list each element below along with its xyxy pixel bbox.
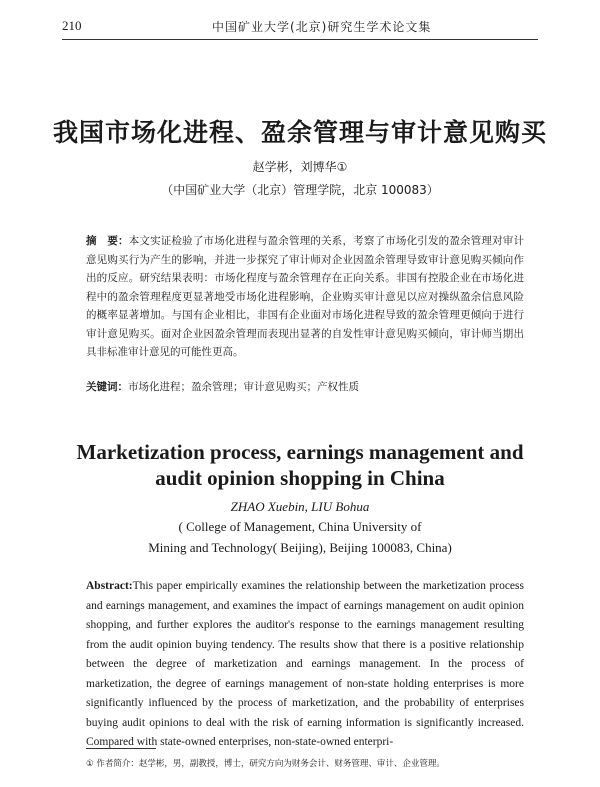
chinese-title: 我国市场化进程、盈余管理与审计意见购买: [52, 118, 547, 147]
chinese-abstract-label: 摘 要：: [86, 235, 129, 247]
english-affiliation-line-2: Mining and Technology( Beijing), Beijing 100083, China): [148, 540, 452, 555]
english-authors: ZHAO Xuebin, LIU Bohua: [230, 499, 370, 514]
english-title-line-1: Marketization process, earnings management and: [76, 440, 524, 464]
running-title: 中国矿业大学(北京)研究生学术论文集: [212, 20, 432, 34]
english-abstract-label: Abstract:: [86, 580, 133, 592]
english-title-line-2: audit opinion shopping in China: [155, 466, 445, 490]
running-header: [62, 18, 538, 38]
english-affiliation-line-1: ( College of Management, China University of: [178, 519, 422, 534]
chinese-abstract: [86, 232, 524, 362]
header-rule: [62, 39, 538, 40]
chinese-abstract-text: 本文实证检验了市场化进程与盈余管理的关系，考察了市场化引发的盈余管理对审计意见购买行为产生的影响，并进一步探究了审计师对企业因盈余管理导致审计意见购买倾向作出的反应。研究结果表明：市场化程度与盈余管理存在正向关系。非国有控股企业在市场化进程中的盈余管理程度更显著地受市场化进程影响，企业购买审计意见以应对操纵盈余信息风险的概率显著增加。与国有企业相比，非国有企业面对市场化进程导致的盈余管理更倾向于进行审计意见购买。面对企业因盈余管理而表现出显著的自发性审计意见购买倾向，审计师当期出具非标准审计意见的可能性更高。: [86, 235, 524, 358]
footnote-rule: [86, 748, 156, 749]
chinese-keywords-label: 关键词：: [86, 381, 128, 393]
english-abstract: [86, 577, 524, 753]
chinese-keywords-text: 市场化进程；盈余管理；审计意见购买；产权性质: [128, 381, 359, 393]
author-footnote: ① 作者简介：赵学彬，男，副教授，博士，研究方向为财务会计、财务管理、审计、企业管理。: [86, 759, 445, 769]
chinese-authors: 赵学彬，刘博华①: [252, 160, 348, 174]
page-number: 210: [62, 18, 82, 33]
chinese-keywords: [86, 379, 524, 394]
english-abstract-text: This paper empirically examines the relationship between the marketization process and earnings management, and examines the impact of earnings management on audit opinion shopping, and further explores the auditor's response to the earnings management resulting from the audit opinion buying tendency. The results show that there is a positive relationship between the degree of marketization and earnings management. In the process of marketization, the degree of earnings management of non-state holding enterprises is more significantly influenced by the process of marketization, and the probability of enterprises buying audit opinions to deal with the risk of earning information is significantly increased. Compared with state-owned enterprises, non-state-owned enterpri-: [86, 580, 524, 748]
chinese-affiliation: （中国矿业大学（北京）管理学院，北京 100083）: [161, 183, 439, 197]
